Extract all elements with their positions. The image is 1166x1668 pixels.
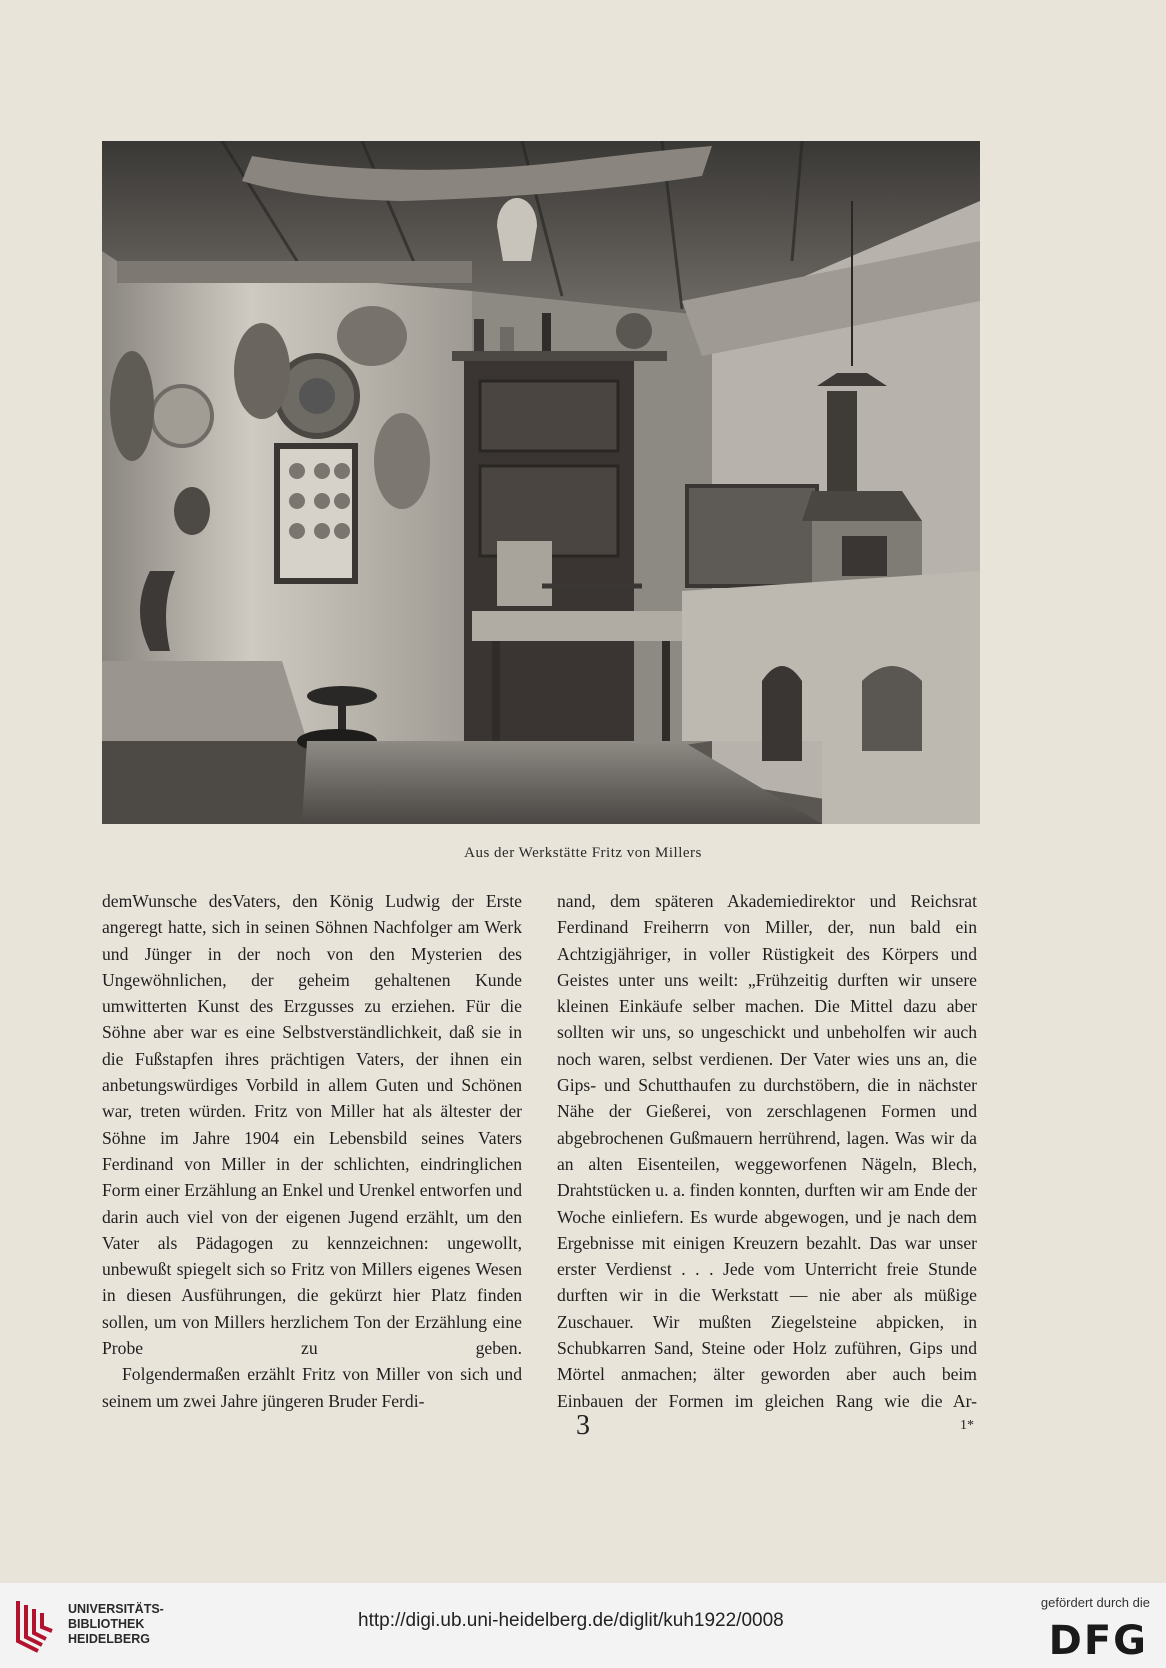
paragraph: nand, dem späteren Akademiedirektor und Reichsrat Ferdinand Freiherrn von Miller, der, nun bald ein Achtzigjähriger, in voller Rüstigkeit des Körpers und Geistes unter uns weilt: „Frühzeitig durften wir unsere kleinen Einkäufe selber machen. Die Mittel dazu aber sollten wir uns, so ungeschickt und unbeholfen wir auch noch waren, selbst verdienen. Der Vater wies uns an, die Gips- und Schutthaufen zu durchstöbern, die in nächster Nähe der Gießerei, von zerschlagenen Formen und abgebrochenen Gußmauern herrührend, lagen. Was wir da an alten Eisenteilen, weggeworfenen Nägeln, Blech, Drahtstücken u. a. finden konnten, durften wir am Ende der Woche einliefern. Es wurde abgewogen, und je nach dem Ergebnisse mit einigen Kreuzern bezahlt. Das war unser erster Verdienst . . . Jede vom Unterricht freie Stunde durften wir in die Werkstatt — nie aber als müßige Zuschauer. Wir mußten Ziegelsteine abpicken, in Schubkarren Sand, Steine oder Holz zuführen, Gips und Mörtel anmachen; älter geworden aber auch beim Einbauen der Formen im gleichen Rang wie die Ar- <box>557 891 977 1411</box>
paragraph: demWunsche desVaters, den König Ludwig der Erste angeregt hatte, sich in seinen Söhnen Nachfolger am Werk und Jünger in der noch von den Mysterien des Ungewöhnlichen, der geheim gehaltenen Kunde umwitterten Kunst des Erzgusses zu erziehen. Für die Söhne aber war es eine Selbstverständlichkeit, daß sie in die Fußstapfen ihres prächtigen Vaters, der ihnen ein anbetungswürdiges Vorbild in allem Guten und Schönen war, treten würden. Fritz von Miller hat als ältester der Söhne im Jahre 1904 ein Lebensbild seines Vaters Ferdinand von Miller in der schlichten, eindringlichen Form einer Erzählung an Enkel und Urenkel entworfen und darin auch viel von der eigenen Jugend erzählt, um den Vater als Pädagogen zu kennzeichnen: ungewollt, unbewußt spiegelt sich so Fritz von Millers eigenes Wesen in diesen Ausführungen, die gekürzt hier Platz finden sollen, um von Millers herzlichem Ton der Erzählung eine Probe zu geben. <box>102 891 522 1359</box>
library-name-line: UNIVERSITÄTS- <box>68 1602 164 1616</box>
page-number: 3 <box>576 1410 590 1441</box>
paragraph: Folgendermaßen erzählt Fritz von Miller von sich und seinem um zwei Jahre jüngeren Bruder Ferdi- <box>102 1364 522 1411</box>
text-column-right <box>557 888 977 1414</box>
text-column-left <box>102 888 522 1414</box>
dfg-logo: DFG <box>1048 1618 1148 1664</box>
permalink-url[interactable]: http://digi.ub.uni-heidelberg.de/diglit/kuh1922/0008 <box>358 1610 784 1631</box>
funding-note: gefördert durch die <box>1040 1595 1150 1610</box>
digitization-footer <box>0 1583 1166 1668</box>
university-library-logo-icon <box>14 1597 60 1653</box>
workshop-photograph <box>102 141 980 824</box>
photo-illustration <box>102 141 980 824</box>
library-name-line: HEIDELBERG <box>68 1632 150 1646</box>
library-name-line: BIBLIOTHEK <box>68 1617 145 1631</box>
photo-caption: Aus der Werkstätte Fritz von Millers <box>464 845 702 861</box>
library-name <box>68 1602 164 1647</box>
signature-mark: 1* <box>960 1418 974 1433</box>
